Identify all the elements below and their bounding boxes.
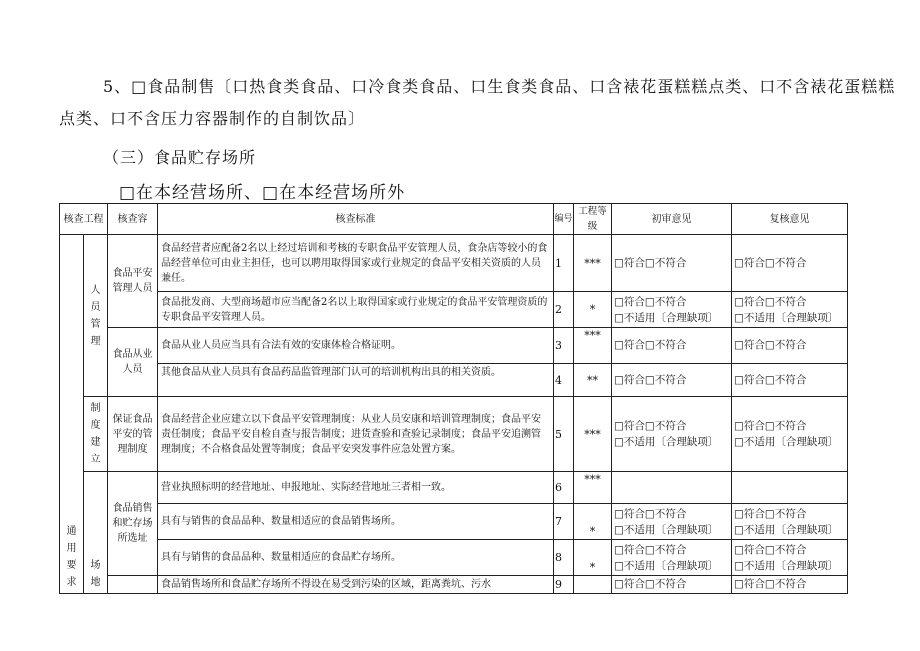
item-number: 8	[554, 540, 574, 576]
item-level: *	[574, 504, 612, 540]
review-opinion-cell	[732, 504, 848, 540]
review-opinion-cell	[732, 540, 848, 576]
storage-location-options: □在本经营场所、□在本经营场所外	[119, 183, 406, 203]
not-meets-checkbox[interactable]: □不符合	[764, 339, 807, 351]
section-3-heading: （三）食品贮存场所	[103, 148, 257, 167]
table-row	[60, 328, 848, 364]
section-5-line-2: 点类、口不含压力容器制作的自制饮品〕	[59, 109, 366, 128]
header-level: 工程等级	[574, 204, 612, 235]
meets-checkbox[interactable]: □符合	[614, 543, 645, 556]
first-opinion-cell	[612, 364, 732, 397]
not-meets-checkbox[interactable]: □不符合	[764, 578, 807, 590]
section-5-line-1: 5、□食品制售〔口热食类食品、口冷食类食品、口生食类食品、口含裱花蛋糕糕点类、口不含裱花蛋糕糕	[103, 77, 896, 96]
subgroup-empty	[108, 576, 158, 594]
first-opinion-cell	[612, 328, 732, 364]
table-row	[60, 397, 848, 472]
not-meets-checkbox[interactable]: □不符合	[764, 420, 807, 432]
not-meets-checkbox[interactable]: □不符合	[644, 578, 687, 590]
group-personnel: 人员管理	[84, 235, 108, 397]
review-opinion-cell	[732, 328, 848, 364]
not-meets-checkbox[interactable]: □不符合	[644, 295, 687, 308]
item-level: ***	[574, 328, 612, 364]
first-opinion-cell	[612, 576, 732, 594]
meets-checkbox[interactable]: □符合	[614, 507, 645, 520]
item-number: 6	[554, 472, 574, 504]
first-opinion-cell	[612, 540, 732, 576]
review-opinion-cell	[732, 292, 848, 328]
meets-checkbox[interactable]: □符合	[614, 373, 645, 386]
first-opinion-cell	[612, 504, 732, 540]
item-number: 9	[554, 576, 574, 594]
item-level: *	[574, 292, 612, 328]
not-applicable-checkbox[interactable]: □不适用〔合理缺项〕	[734, 311, 839, 324]
subgroup-safety-manager: 食品平安管理人员	[108, 235, 158, 328]
meets-checkbox[interactable]: □符合	[734, 578, 765, 590]
not-applicable-checkbox[interactable]: □不适用〔合理缺项〕	[614, 559, 719, 572]
header-number: 编号	[554, 204, 574, 235]
table-row	[60, 364, 848, 397]
group-general: 通用要求	[60, 235, 84, 594]
item-level: ***	[574, 397, 612, 472]
not-applicable-checkbox[interactable]: □不适用〔合理缺项〕	[614, 523, 719, 536]
item-level: **	[574, 364, 612, 397]
item-number: 5	[554, 397, 574, 472]
meets-checkbox[interactable]: □符合	[614, 578, 645, 590]
table-row	[60, 235, 848, 292]
inspection-table	[59, 203, 848, 594]
item-number: 2	[554, 292, 574, 328]
table-row	[60, 292, 848, 328]
not-meets-checkbox[interactable]: □不符合	[644, 507, 687, 520]
not-applicable-checkbox[interactable]: □不适用〔合理缺项〕	[734, 436, 839, 448]
review-opinion-cell	[732, 576, 848, 594]
subgroup-staff: 食品从业人员	[108, 328, 158, 397]
item-number: 7	[554, 504, 574, 540]
subgroup-safety-system: 保证食品平安的管理制度	[108, 397, 158, 472]
item-number: 4	[554, 364, 574, 397]
item-level: *	[574, 540, 612, 576]
not-meets-checkbox[interactable]: □不符合	[644, 420, 687, 432]
standard-text: 其他食品从业人员具有食品药品监管理部门认可的培训机构出具的相关资质。	[158, 364, 554, 397]
not-meets-checkbox[interactable]: □不符合	[764, 373, 807, 386]
subgroup-location: 食品销售和贮存场所选址	[108, 472, 158, 576]
header-row	[60, 204, 848, 235]
not-meets-checkbox[interactable]: □不符合	[644, 256, 687, 269]
first-opinion-cell	[612, 235, 732, 292]
standard-text: 具有与销售的食品品种、数量相适应的食品贮存场所。	[158, 540, 554, 576]
meets-checkbox[interactable]: □符合	[734, 295, 765, 308]
item-level: ***	[574, 235, 612, 292]
meets-checkbox[interactable]: □符合	[614, 420, 645, 432]
meets-checkbox[interactable]: □符合	[734, 339, 765, 351]
review-opinion-cell	[732, 397, 848, 472]
not-applicable-checkbox[interactable]: □不适用〔合理缺项〕	[734, 559, 839, 572]
group-system: 制度建立	[84, 397, 108, 472]
not-meets-checkbox[interactable]: □不符合	[764, 543, 807, 556]
item-number: 3	[554, 328, 574, 364]
meets-checkbox[interactable]: □符合	[734, 507, 765, 520]
header-standard: 核查标准	[158, 204, 554, 235]
meets-checkbox[interactable]: □符合	[614, 339, 645, 351]
table-row	[60, 540, 848, 576]
standard-text: 具有与销售的食品品种、数量相适应的食品销售场所。	[158, 504, 554, 540]
standard-text: 食品销售场所和食品贮存场所不得设在易受到污染的区域，距离粪坑、污水	[158, 576, 554, 594]
first-opinion-cell	[612, 472, 732, 504]
review-opinion-cell	[732, 364, 848, 397]
meets-checkbox[interactable]: □符合	[734, 543, 765, 556]
table-row	[60, 576, 848, 594]
header-project: 核查工程	[60, 204, 108, 235]
review-opinion-cell	[732, 472, 848, 504]
not-meets-checkbox[interactable]: □不符合	[644, 339, 687, 351]
item-number: 1	[554, 235, 574, 292]
meets-checkbox[interactable]: □符合	[734, 373, 765, 386]
not-meets-checkbox[interactable]: □不符合	[764, 295, 807, 308]
group-site: 场地	[84, 472, 108, 594]
not-applicable-checkbox[interactable]: □不适用〔合理缺项〕	[734, 523, 839, 536]
meets-checkbox[interactable]: □符合	[614, 295, 645, 308]
not-meets-checkbox[interactable]: □不符合	[644, 373, 687, 386]
standard-text: 食品从业人员应当具有合法有效的安康体检合格证明。	[158, 328, 554, 364]
standard-text: 食品经营企业应建立以下食品平安管理制度：从业人员安康和培训管理制度；食品平安责任制度；食品平安自检自查与报告制度；进货查验和查验记录制度；食品平安追溯管理制度；不合格食品处置等制度；食品平安突发事件应急处置方案。	[158, 397, 554, 472]
review-opinion-cell	[732, 235, 848, 292]
first-opinion-cell	[612, 292, 732, 328]
item-level	[574, 576, 612, 594]
not-meets-checkbox[interactable]: □不符合	[644, 543, 687, 556]
table-row	[60, 504, 848, 540]
meets-checkbox[interactable]: □符合	[614, 256, 645, 269]
header-first-opinion: 初审意见	[612, 204, 732, 235]
not-meets-checkbox[interactable]: □不符合	[764, 256, 807, 269]
standard-text: 食品经营者应配备2名以上经过培训和考核的专职食品平安管理人员，食杂店等较小的食品经营单位可由业主担任，也可以聘用取得国家或行业规定的食品平安相关资质的人员兼任。	[158, 235, 554, 292]
first-opinion-cell	[612, 397, 732, 472]
not-applicable-checkbox[interactable]: □不适用〔合理缺项〕	[614, 436, 719, 448]
meets-checkbox[interactable]: □符合	[734, 420, 765, 432]
not-applicable-checkbox[interactable]: □不适用〔合理缺项〕	[614, 311, 719, 324]
item-level: ***	[574, 472, 612, 504]
standard-text: 食品批发商、大型商场超市应当配备2名以上取得国家或行业规定的食品平安管理资质的专职食品平安管理人员。	[158, 292, 554, 328]
table-row	[60, 472, 848, 504]
standard-text: 营业执照标明的经营地址、申报地址、实际经营地址三者相一致。	[158, 472, 554, 504]
header-content: 核查容	[108, 204, 158, 235]
header-review-opinion: 复核意见	[732, 204, 848, 235]
not-meets-checkbox[interactable]: □不符合	[764, 507, 807, 520]
meets-checkbox[interactable]: □符合	[734, 256, 765, 269]
